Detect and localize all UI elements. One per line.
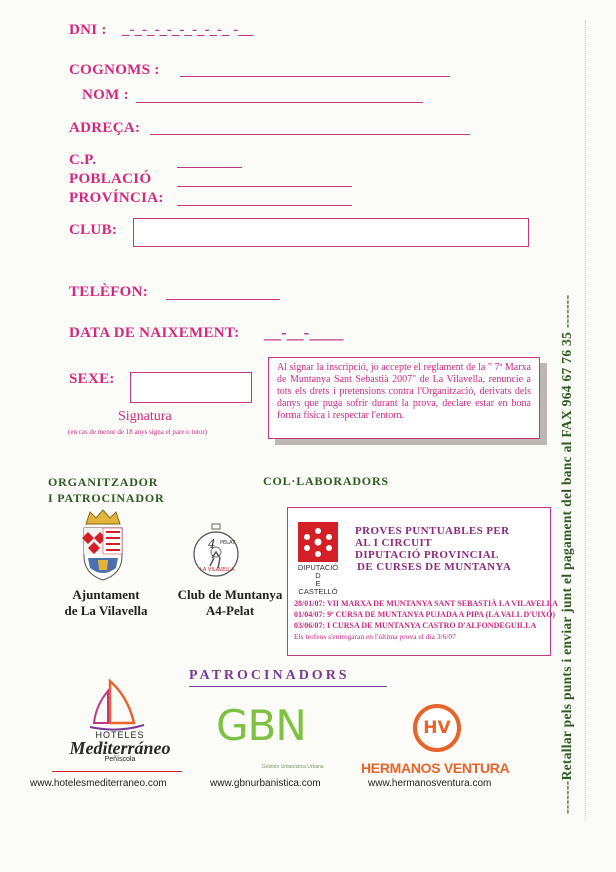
dni-field[interactable]: _-_-_-_-_-_-_-_-_ -__ (122, 22, 254, 38)
signatura-label: Signatura (118, 409, 172, 424)
hv-name: HERMANOS VENTURA (361, 760, 510, 776)
cp-field[interactable] (177, 167, 242, 168)
dni-label: DNI : (69, 22, 107, 38)
poblacio-field[interactable] (177, 186, 352, 187)
poblacio-label: POBLACIÓ (69, 171, 152, 187)
data-naixement-label: DATA DE NAIXEMENT: (69, 325, 240, 341)
hoteles-mediterraneo-logo: HOTELES Mediterráneo Peñíscola (69, 730, 171, 763)
club-logo-small-text: PELAT (220, 540, 236, 546)
club-a4-pelat-name: Club de Muntanya A4-Pelat (177, 587, 283, 618)
ajuntament-coat-of-arms-icon (80, 508, 126, 584)
race-list (294, 598, 558, 642)
hv-logo-text: HV (423, 718, 451, 738)
provincia-label: PROVÍNCIA: (69, 190, 164, 206)
cognoms-label: COGNOMS : (69, 62, 160, 78)
adreca-label: ADREÇA: (69, 120, 141, 136)
club-logo-bottom-text: LA VILAVELLA (200, 567, 235, 573)
sexe-signatura-box[interactable] (130, 372, 252, 403)
trophies-note: Els trofeus s'entregaran en l'última prova el dia 3/6/07 (294, 632, 456, 641)
ajuntament-name: Ajuntament de La Vilavella (64, 587, 148, 618)
cp-label: C.P. (69, 152, 97, 168)
disclaimer-box: Al signar la inscripció, jo accepte el reglament de la " 7ª Marxa de Muntanya Sant Sebastià 2007" de La Vilavella, renuncie a tots els drets i pretensions contra l'Organització, derivats dels danys que puga sofrir durant la prova, declare estar en bona forma física i respectar l'entorn. (268, 357, 540, 439)
patrocinadors-title: PATROCINADORS (189, 668, 350, 683)
hoteles-web-link[interactable]: www.hotelesmediterraneo.com (30, 778, 167, 789)
organitzador-title: ORGANITZADOR I PATROCINADOR (48, 475, 165, 505)
hv-web-link[interactable]: www.hermanosventura.com (368, 778, 492, 789)
race-item: 03/06/07: I CURSA DE MUNTANYA CASTRO D'ALFONDEGUILLA (294, 621, 537, 630)
club-a4-pelat-logo-icon (190, 522, 242, 578)
provincia-field[interactable] (177, 205, 352, 206)
diputacio-logo-text: DIPUTACIÓ D E CASTELLÓ (297, 563, 339, 596)
data-naixement-field[interactable]: __-__-____ (264, 323, 344, 342)
adreca-field[interactable] (150, 134, 470, 135)
race-item: 28/01/07: VII MARXA DE MUNTANYA SANT SEBASTIÀ LA VILAVELLA (294, 599, 558, 608)
patrocinadors-underline (189, 686, 387, 687)
sailboat-logo-icon (88, 673, 148, 733)
cognoms-field[interactable] (180, 76, 450, 77)
club-field[interactable] (133, 218, 529, 247)
sexe-label: SEXE: (69, 371, 115, 387)
cut-instructions: -------Retallar pels punts i enviar junt el pagament del banc al FAX 964 67 76 35 ------- (559, 294, 574, 814)
race-item: 01/04/07: 9ª CURSA DE MUNTANYA PUJADA A PIPA (LA VALL D'UIXÓ) (294, 610, 556, 619)
signatura-note: (en cas de menor de 18 anys signa el pare o tutor) (68, 428, 207, 436)
telefon-field[interactable] (166, 299, 280, 300)
nom-label: NOM : (82, 87, 129, 103)
nom-field[interactable] (136, 102, 423, 103)
club-label: CLUB: (69, 222, 118, 238)
circuit-title: PROVES PUNTUABLES PER AL I CIRCUIT DIPUTACIÓ PROVINCIAL DE CURSES DE MUNTANYA (355, 525, 512, 573)
colaboradors-title: COL·LABORADORS (263, 474, 389, 488)
telefon-label: TELÈFON: (69, 284, 149, 300)
diputacio-logo-icon (298, 522, 338, 562)
cut-line (585, 20, 586, 820)
gbn-logo: GBN (216, 701, 306, 750)
gbn-subtitle: Gestión Urbanística Urbana (262, 764, 324, 770)
gbn-web-link[interactable]: www.gbnurbanistica.com (210, 778, 321, 789)
hoteles-underline (52, 771, 182, 772)
club-logo-number: 4 (208, 537, 216, 551)
